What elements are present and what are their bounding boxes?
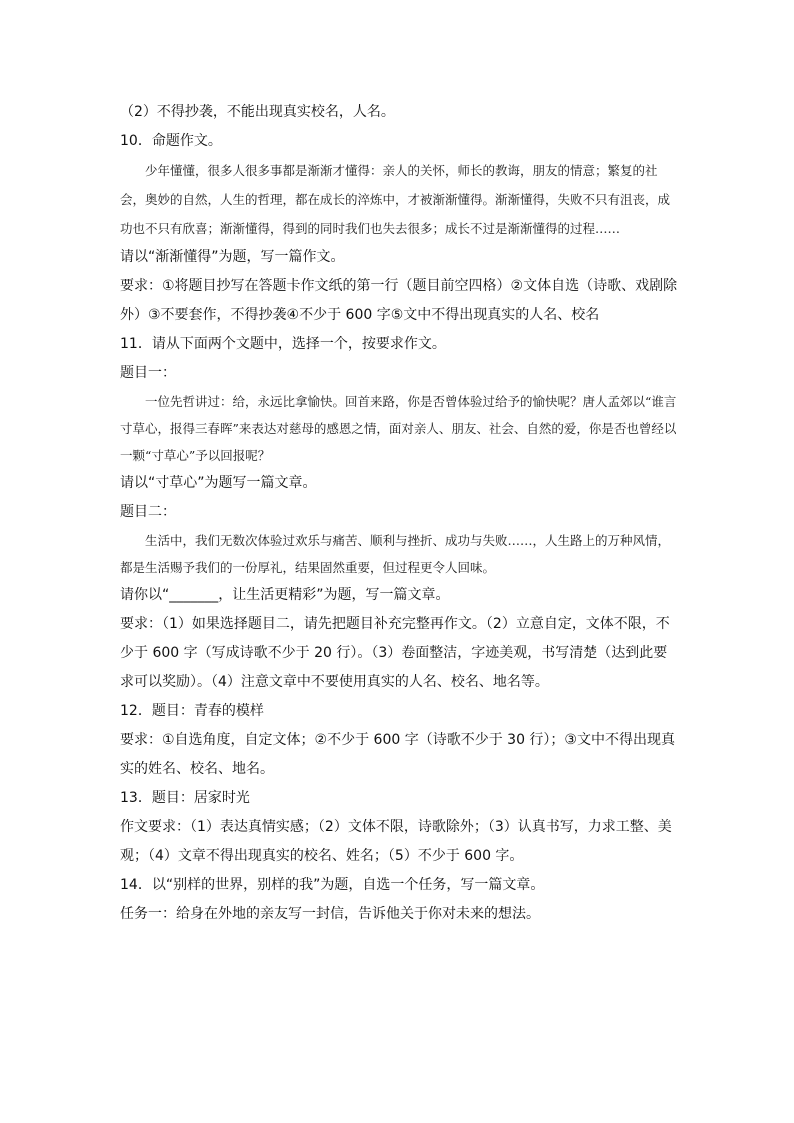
q13-heading: 13．题目：居家时光	[120, 790, 250, 806]
q11-topic-1-instruction: 请以“寸草心”为题写一篇文章。	[120, 475, 317, 491]
q11-heading: 11．请从下面两个文题中，选择一个，按要求作文。	[120, 336, 446, 352]
q13-requirements: 作文要求：（1）表达真情实感；（2）文体不限，诗歌除外；（3）认真书写，力求工整、美观；（4）文章不得出现真实的校名、姓名；（5）不少于 600 字。	[120, 819, 672, 864]
q14-heading: 14．以“别样的世界，别样的我”为题，自选一个任务，写一篇文章。	[120, 877, 545, 893]
q12-heading: 12．题目：青春的模样	[120, 703, 264, 719]
q11-topic-2-label: 题目二：	[120, 504, 176, 520]
document-page	[120, 98, 680, 929]
q10-instruction: 请以“渐渐懂得”为题，写一篇作文。	[120, 249, 345, 265]
q10-prompt-passage: 少年懂懂，很多人很多事都是渐渐才懂得：亲人的关怀，师长的教诲，朋友的情意；繁复的社会，奥妙的自然，人生的哲理，都在成长的淬炼中，才被渐渐懂得。渐渐懂得，失败不只有沮丧，成功也不只有欣喜；渐渐懂得，得到的同时我们也失去很多；成长不过是渐渐懂得的过程……	[120, 163, 671, 236]
q10-requirements: 要求：①将题目抄写在答题卡作文纸的第一行（题目前空四格）②文体自选（诗歌、戏剧除外）③不要套作，不得抄袭④不少于 600 字⑤文中不得出现真实的人名、校名	[120, 278, 678, 323]
q11-topic-1-label: 题目一：	[120, 365, 176, 381]
q11-topic-2-passage: 生活中，我们无数次体验过欢乐与痛苦、顺利与挫折、成功与失败……，人生路上的万种风情，都是生活赐予我们的一份厚礼，结果固然重要，但过程更令人回味。	[120, 533, 671, 575]
q10-heading: 10．命题作文。	[120, 133, 222, 149]
q9-requirement-2: （2）不得抄袭，不能出现真实校名，人名。	[120, 104, 395, 120]
q14-task-1: 任务一：给身在外地的亲友写一封信，告诉他关于你对未来的想法。	[120, 906, 540, 922]
q11-topic-2-instruction: 请你以“_______，让生活更精彩”为题，写一篇文章。	[120, 587, 450, 603]
q12-requirements: 要求：①自选角度，自定文体；②不少于 600 字（诗歌不少于 30 行）；③文中不得出现真实的姓名、校名、地名。	[120, 732, 675, 777]
q11-topic-1-passage: 一位先哲讲过：给，永远比拿愉快。回首来路，你是否曾体验过给予的愉快呢？唐人孟郊以“谁言寸草心，报得三春晖”来表达对慈母的感恩之情，面对亲人、朋友、社会、自然的爱，你是否也曾经以一颗“寸草心”予以回报呢？	[120, 394, 677, 463]
q11-requirements: 要求：（1）如果选择题目二，请先把题目补充完整再作文。（2）立意自定，文体不限，不少于 600 字（写成诗歌不少于 20 行）。（3）卷面整洁，字迹美观，书写清楚（达到此要求可以奖励）。（4）注意文章中不要使用真实的人名、校名、地名等。	[120, 616, 670, 690]
